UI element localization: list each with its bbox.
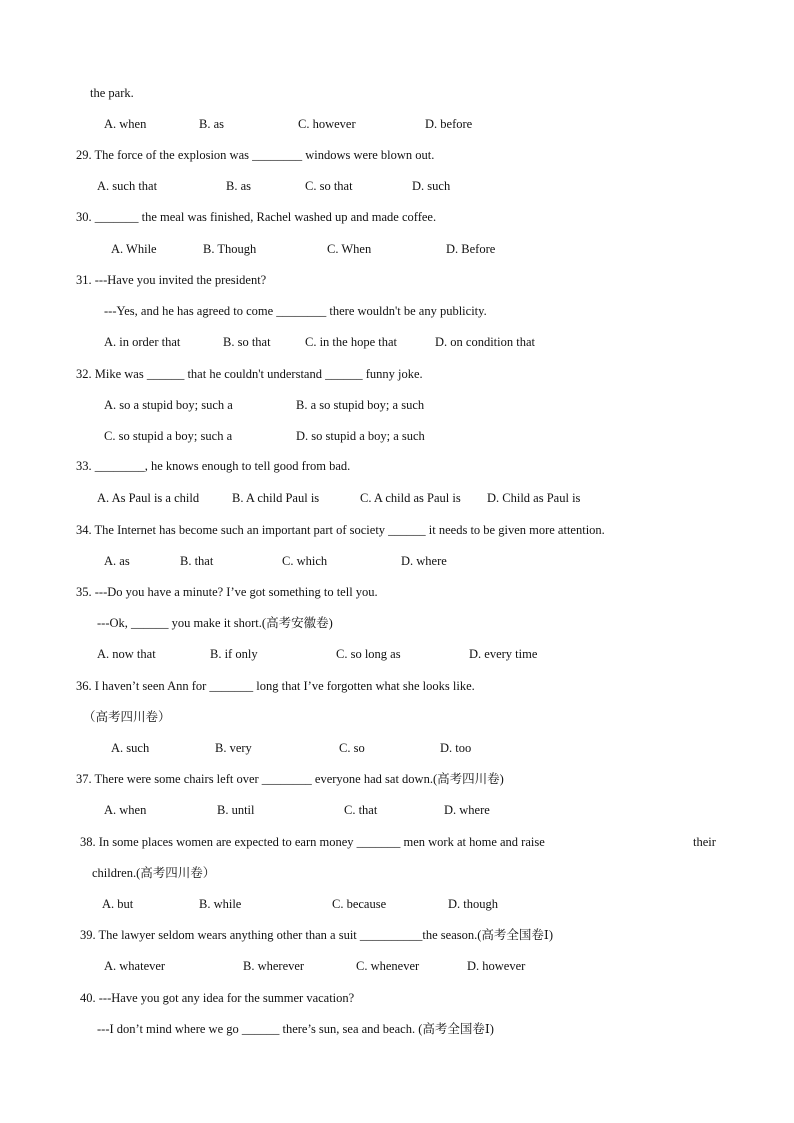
answer-option: C. so (339, 741, 365, 755)
question-line: 31. ---Have you invited the president? (76, 273, 267, 287)
answer-option: B. Though (203, 242, 257, 256)
answer-option: A. in order that (104, 335, 181, 349)
answer-option: B. A child Paul is (232, 491, 320, 505)
answer-option: C. so stupid a boy; such a (104, 429, 233, 443)
answer-option: C. however (298, 117, 356, 131)
answer-option: B. if only (210, 647, 258, 661)
answer-option: C. that (344, 803, 378, 817)
answer-option: A. now that (97, 647, 156, 661)
question-line: ---I don’t mind where we go ______ there’s sun, sea and beach. (高考全国卷Ⅰ) (97, 1022, 494, 1036)
question-line: 40. ---Have you got any idea for the summer vacation? (80, 991, 355, 1005)
question-line: （高考四川卷） (83, 710, 171, 724)
answer-option: A. but (102, 897, 134, 911)
answer-option: C. so long as (336, 647, 401, 661)
question-line: 39. The lawyer seldom wears anything other than a suit __________the season.(高考全国卷Ⅰ) (80, 928, 554, 942)
answer-option: A. such that (97, 179, 158, 193)
answer-option: D. however (467, 959, 526, 973)
answer-option: D. Child as Paul is (487, 491, 581, 505)
question-line: 38. In some places women are expected to earn money _______ men work at home and raise (80, 835, 545, 849)
answer-option: D. where (444, 803, 490, 817)
answer-option: D. where (401, 554, 447, 568)
answer-option: A. such (111, 741, 150, 755)
question-line: 34. The Internet has become such an important part of society ______ it needs to be given more attention. (76, 523, 605, 537)
answer-option: D. Before (446, 242, 496, 256)
answer-option: D. every time (469, 647, 538, 661)
answer-option: A. so a stupid boy; such a (104, 398, 233, 412)
question-line: 32. Mike was ______ that he couldn't understand ______ funny joke. (76, 367, 423, 381)
answer-option: D. too (440, 741, 472, 755)
answer-option: C. in the hope that (305, 335, 397, 349)
question-line: children.(高考四川卷） (92, 866, 216, 880)
question-line: ---Ok, ______ you make it short.(高考安徽卷) (97, 616, 333, 630)
answer-option: B. while (199, 897, 242, 911)
answer-option: B. as (226, 179, 251, 193)
answer-option: B. very (215, 741, 252, 755)
answer-option: D. though (448, 897, 498, 911)
question-line: 35. ---Do you have a minute? I’ve got something to tell you. (76, 585, 378, 599)
question-line: 30. _______ the meal was finished, Rachel washed up and made coffee. (76, 210, 437, 224)
answer-option: C. whenever (356, 959, 420, 973)
answer-option: B. so that (223, 335, 271, 349)
question-line: 33. ________, he knows enough to tell good from bad. (76, 459, 351, 473)
question-line: 36. I haven’t seen Ann for _______ long that I’ve forgotten what she looks like. (76, 679, 475, 693)
answer-option: A. when (104, 803, 147, 817)
answer-option: C. which (282, 554, 328, 568)
question-line: the park. (90, 86, 134, 100)
question-line: their (693, 835, 716, 849)
answer-option: A. whatever (104, 959, 166, 973)
answer-option: B. wherever (243, 959, 305, 973)
answer-option: C. so that (305, 179, 353, 193)
answer-option: D. before (425, 117, 473, 131)
answer-option: A. As Paul is a child (97, 491, 200, 505)
answer-option: B. a so stupid boy; a such (296, 398, 425, 412)
answer-option: A. when (104, 117, 147, 131)
answer-option: D. on condition that (435, 335, 535, 349)
answer-option: D. such (412, 179, 451, 193)
answer-option: C. A child as Paul is (360, 491, 461, 505)
answer-option: C. When (327, 242, 372, 256)
answer-option: B. until (217, 803, 255, 817)
answer-option: B. as (199, 117, 224, 131)
question-line: 37. There were some chairs left over ________ everyone had sat down.(高考四川卷) (76, 772, 504, 786)
answer-option: A. as (104, 554, 130, 568)
answer-option: A. While (111, 242, 157, 256)
question-line: 29. The force of the explosion was ________ windows were blown out. (76, 148, 435, 162)
question-line: ---Yes, and he has agreed to come ________ there wouldn't be any publicity. (104, 304, 487, 318)
answer-option: C. because (332, 897, 387, 911)
answer-option: D. so stupid a boy; a such (296, 429, 425, 443)
answer-option: B. that (180, 554, 214, 568)
